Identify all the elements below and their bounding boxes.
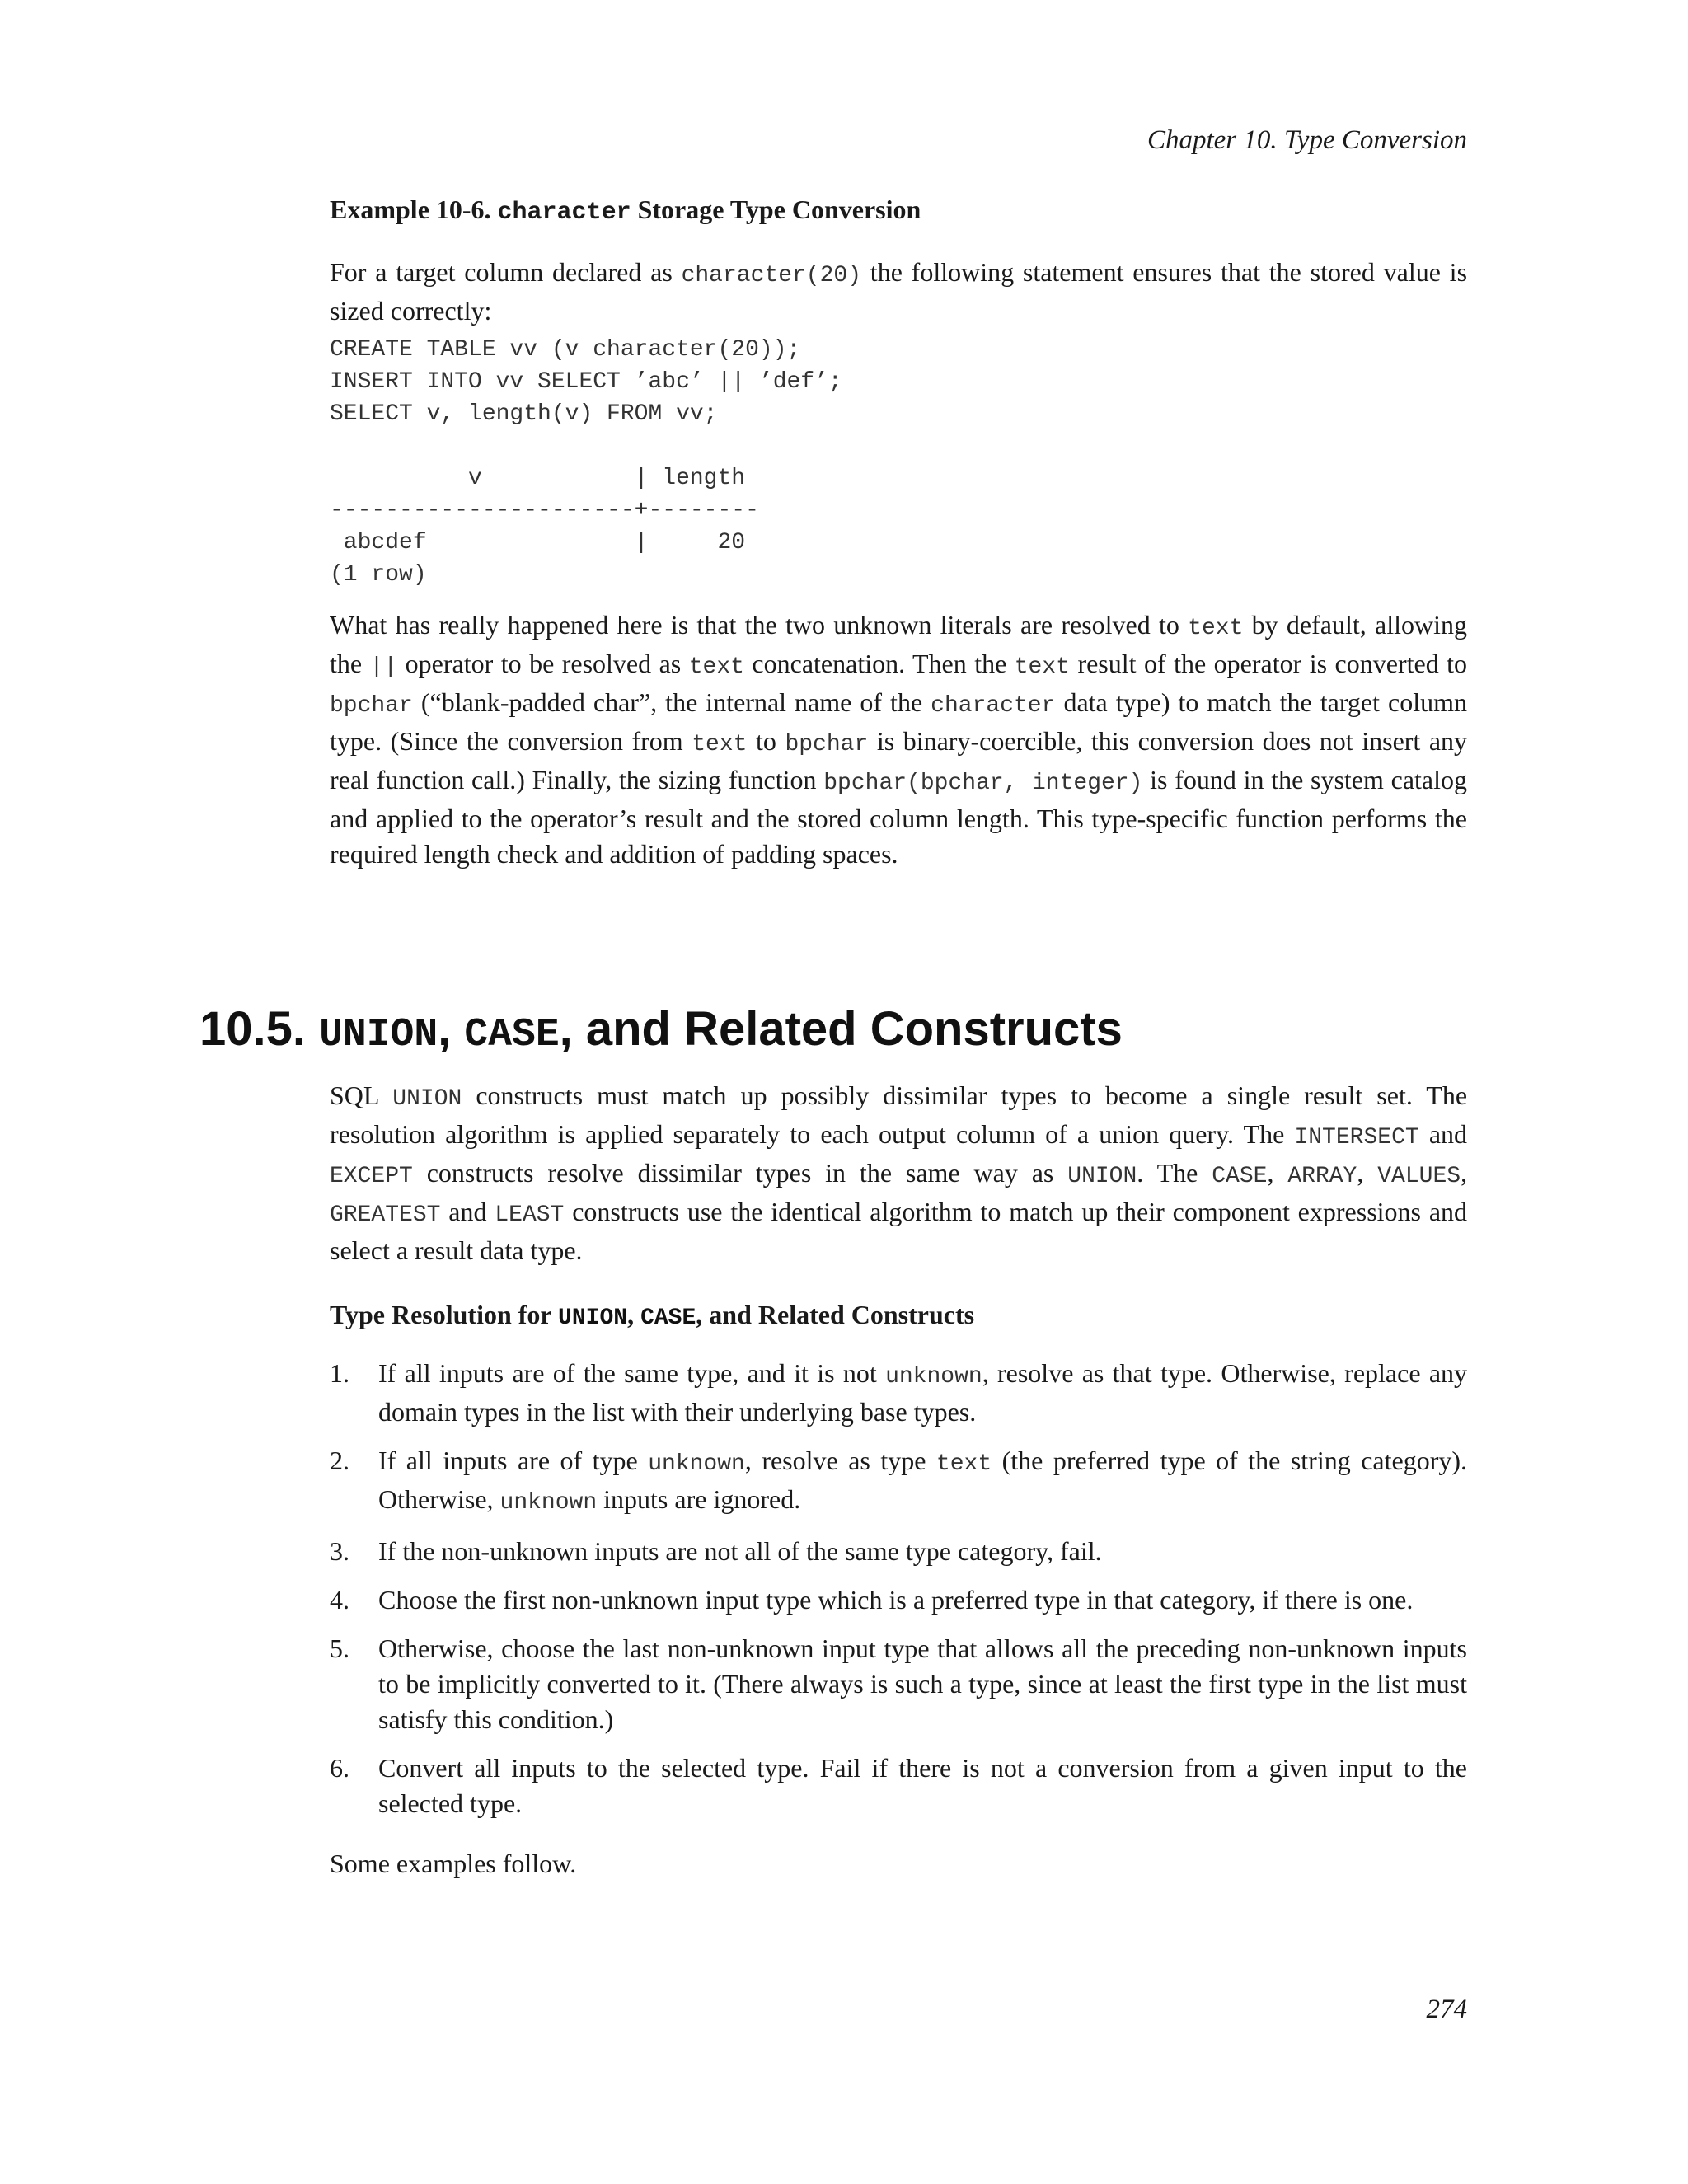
example-intro: For a target column declared as character(20) the following statement ensures that the stored value is sized correctly: <box>330 257 1468 326</box>
section-body <box>330 1078 1467 1882</box>
resolution-steps <box>330 1356 1467 1821</box>
section-outro: Some examples follow. <box>330 1849 577 1878</box>
example-block <box>330 194 1467 872</box>
list-item: 6. Convert all inputs to the selected type. Fail if there is not a conversion from a given input to the selected type. <box>330 1753 1467 1818</box>
running-header: Chapter 10. Type Conversion <box>1146 125 1467 155</box>
section-heading: 10.5. UNION, CASE, and Related Constructs <box>199 1002 1123 1057</box>
example-explanation: What has really happened here is that the two unknown literals are resolved to text by default, allowing the || operator to be resolved as text concatenation. Then the text result of the operator is converted to bpchar (“blank-padded char”, the internal name of the character data type) to match the target column type. (Since the conversion from text to bpchar is binary-coercible, this conversion does not insert any real function call.) Finally, the sizing function bpchar(bpchar, integer) is found in the system catalog and applied to the operator’s result and the stored column length. This type-specific function performs the required length check and addition of padding spaces. <box>330 610 1468 869</box>
list-item: 3. If the non-unknown inputs are not all of the same type category, fail. <box>330 1536 1102 1566</box>
section-intro: SQL UNION constructs must match up possibly dissimilar types to become a single result set. The resolution algorithm is applied separately to each output column of a union query. The INTERSECT and EXCEPT constructs resolve dissimilar types in the same way as UNION. The CASE, ARRAY, VALUES, GREATEST and LEAST constructs use the identical algorithm to match up their component expressions and select a result data type. <box>330 1080 1468 1265</box>
list-item: 4. Choose the first non-unknown input type which is a preferred type in that category, if there is one. <box>330 1585 1414 1615</box>
procedure-heading: Type Resolution for UNION, CASE, and Related Constructs <box>330 1300 975 1331</box>
list-item: 5. Otherwise, choose the last non-unknown input type that allows all the preceding non-unknown inputs to be implicitly converted to it. (There always is such a type, since at least the first type in the list must satisfy this condition.) <box>330 1633 1467 1734</box>
code-listing: CREATE TABLE vv (v character(20)); INSERT INTO vv SELECT ’abc’ || ’def’; SELECT v, length(v) FROM vv; v | length ----------------------+-------- abcdef | 20 (1 row) <box>330 337 842 588</box>
example-title: Example 10-6. character Storage Type Conversion <box>330 194 921 227</box>
page-number: 274 <box>1426 1994 1467 2024</box>
list-item: 2. If all inputs are of type unknown, resolve as type text (the preferred type of the string category). Otherwise, unknown inputs are ignored. <box>330 1446 1468 1516</box>
list-item: 1. If all inputs are of the same type, and it is not unknown, resolve as that type. Otherwise, replace any domain types in the list with their underlying base types. <box>330 1358 1468 1427</box>
